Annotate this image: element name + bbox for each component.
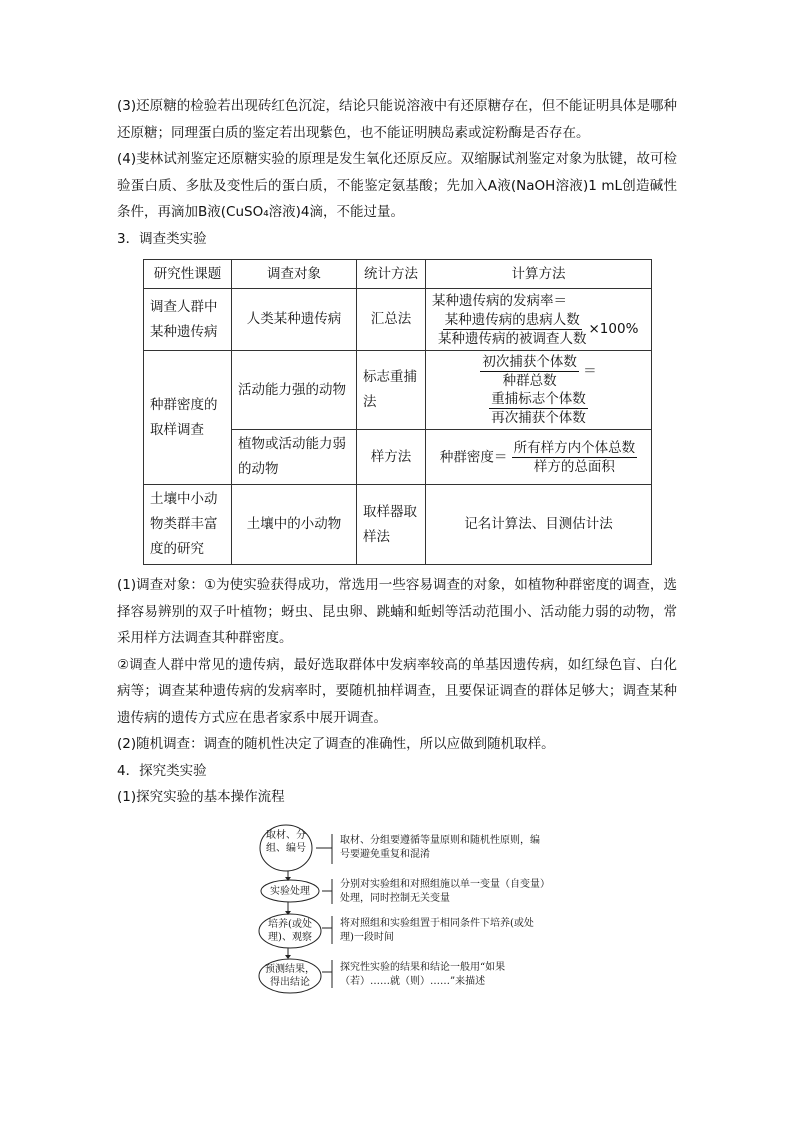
row1-object: 人类某种遗传病 [232,289,357,351]
row2-calc-a-num2: 重捕标志个体数 [491,391,586,407]
header-calc: 计算方法 [426,260,652,289]
flow-node-2-label: 实验处理 [270,886,310,897]
row1-calc-fraction [436,311,589,348]
page-body [117,92,677,252]
paragraph-4: (4)斐林试剂鉴定还原糖实验的原理是发生氧化还原反应。双缩脲试剂鉴定对象为肽键，故可检验蛋白质、多肽及变性后的蛋白质，不能鉴定氨基酸；先加入A液(NaOH溶液)1 mL创造碱性条件，再滴加B液(CuSO₄溶液)4滴，不能过量。 [117,151,677,220]
flow-arrowhead-3 [285,955,291,959]
row2-object-a: 活动能力强的动物 [232,351,357,430]
flow-node-3-label: 培养(或处理)、观察 [268,919,312,943]
row1-calc-prefix: 某种遗传病的发病率＝ [432,293,567,309]
row2-calc-a-equals: ＝ [583,363,597,380]
row1-method: 汇总法 [357,289,426,351]
header-object: 调查对象 [232,260,357,289]
flow-desc-4: 探究性实验的结果和结论一般用“如果（若）……就（则）……”来描述 [340,962,506,987]
row2-calc-a-fraction-2 [489,390,588,427]
row3-calc: 记名计算法、目测估计法 [426,485,652,565]
flow-node-1-label: 取材、分组、编号 [266,830,306,854]
row1-calc-denominator: 某种遗传病的被调查人数 [438,331,587,347]
row2-topic: 种群密度的取样调查 [144,351,232,485]
section-3-heading: 3．调查类实验 [117,230,207,247]
flow-node-4-label: 预测结果，得出结论 [265,964,315,988]
row2-calc-a-den1: 种群总数 [502,373,557,389]
notes-section [117,572,677,811]
row2-calc-b-num: 所有样方内个体总数 [513,439,636,456]
row2-calc-b-fraction [512,439,638,476]
table-row [144,485,652,565]
row2-calc-a-fraction-1 [480,353,579,390]
header-method: 统计方法 [357,260,426,289]
survey-experiment-table [143,259,652,565]
row2-object-b: 植物或活动能力弱的动物 [232,430,357,485]
row3-method: 取样器取样法 [357,485,426,565]
row3-object: 土壤中的小动物 [232,485,357,565]
note-3: (2)随机调查：调查的随机性决定了调查的准确性，所以应做到随机取样。 [117,736,555,752]
flow-desc-2: 分别对实验组和对照组施以单一变量（自变量）处理，同时控制无关变量 [340,879,545,904]
row2-calc-a-num1: 初次捕获个体数 [482,354,577,370]
note-1: (1)调查对象：①为使实验获得成功，常选用一些容易调查的对象，如植物种群密度的调查，选择容易辨别的双子叶植物；蚜虫、昆虫卵、跳蝻和蚯蚓等活动范围小、活动能力弱的动物，常采用样方法调查其种群密度。 [117,577,677,646]
row2-calc-b-prefix: 种群密度＝ [439,449,508,465]
row3-topic: 土壤中小动物类群丰富度的研究 [144,485,232,565]
table-row [144,289,652,351]
row1-topic: 调查人群中某种遗传病 [144,289,232,351]
table-header-row [144,260,652,289]
header-topic: 研究性课题 [144,260,232,289]
row2-calc-a [426,351,652,430]
row2-calc-b-den: 样方的总面积 [533,458,615,475]
note-2: ②调查人群中常见的遗传病，最好选取群体中发病率较高的单基因遗传病，如红绿色盲、白化病等；调查某种遗传病的发病率时，要随机抽样调查，且要保证调查的群体足够大；调查某种遗传病的遗传方式应在患者家系中展开调查。 [117,656,677,726]
row1-calc-numerator: 某种遗传病的患病人数 [444,312,580,328]
flow-desc-1: 取材、分组要遵循等量原则和随机性原则，编号要避免重复和混淆 [340,835,540,860]
row2-method-a: 标志重捕法 [357,351,426,430]
section-4-heading: 4．探究类实验 [117,762,207,779]
row2-method-b: 样方法 [357,430,426,485]
row2-calc-b [426,430,652,485]
row1-calc-suffix: ×100% [588,321,639,337]
experiment-flowchart [258,824,548,996]
flow-title: (1)探究实验的基本操作流程 [117,789,285,805]
row2-calc-a-den2: 再次捕获个体数 [491,410,586,426]
table-row [144,351,652,430]
flow-desc-3: 将对照组和实验组置于相同条件下培养(或处理)一段时间 [340,918,534,943]
row1-calc [426,289,652,351]
paragraph-3: (3)还原糖的检验若出现砖红色沉淀，结论只能说溶液中有还原糖存在，但不能证明具体是哪种还原糖；同理蛋白质的鉴定若出现紫色，也不能证明胰岛素或淀粉酶是否存在。 [117,98,677,141]
